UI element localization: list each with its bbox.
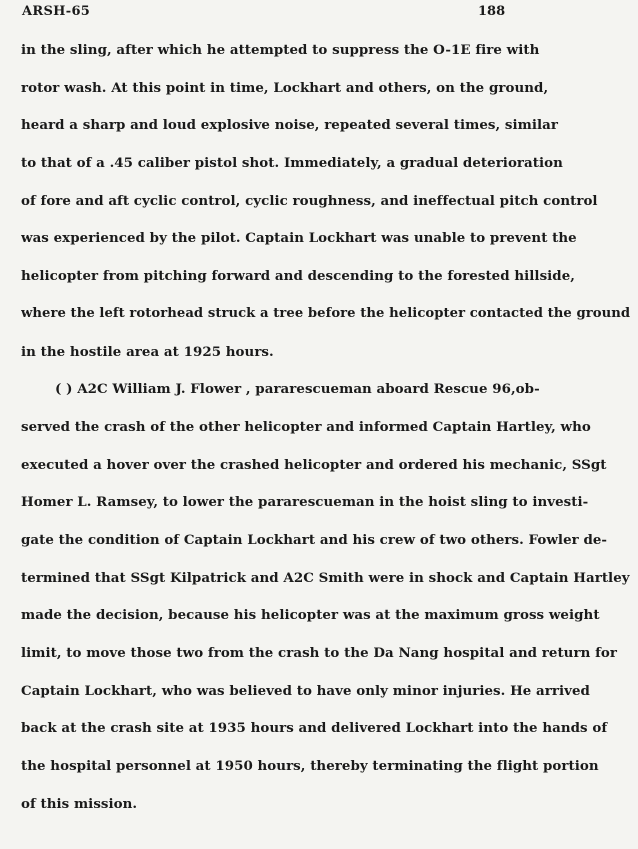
text-line: in the sling, after which he attempted to suppress the O-1E fire with [21,42,540,58]
text-line: in the hostile area at 1925 hours. [21,343,274,360]
text-line: limit, to move those two from the crash to the Da Nang hospital and return for [21,645,617,661]
text-line: Captain Lockhart, who was believed to have only minor injuries. He arrived [21,682,590,699]
text-line: heard a sharp and loud explosive noise, repeated several times, similar [21,117,558,134]
page-number: 188 [478,4,506,19]
text-line: executed a hover over the crashed helicopter and ordered his mechanic, SSgt [21,456,607,473]
text-line: ( ) A2C William J. Flower , pararescueman aboard Rescue 96,ob- [55,381,540,398]
text-line: was experienced by the pilot. Captain Lockhart was unable to prevent the [21,230,577,247]
text-line: made the decision, because his helicopter was at the maximum gross weight [21,607,600,624]
text-line: rotor wash. At this point in time, Lockhart and others, on the ground, [21,79,549,96]
text-line: to that of a .45 caliber pistol shot. Immediately, a gradual deterioration [21,155,563,172]
document-id: ARSH-65 [22,4,91,19]
text-line: where the left rotorhead struck a tree before the helicopter contacted the ground [21,305,631,321]
text-line: of this mission. [21,795,138,812]
text-line: the hospital personnel at 1950 hours, thereby terminating the flight portion [21,758,599,775]
text-line: termined that SSgt Kilpatrick and A2C Smith were in shock and Captain Hartley [21,569,630,586]
text-line: helicopter from pitching forward and descending to the forested hillside, [21,268,575,285]
text-line: gate the condition of Captain Lockhart and his crew of two others. Fowler de- [21,531,608,548]
text-line: back at the crash site at 1935 hours and delivered Lockhart into the hands of [21,720,608,737]
text-line: of fore and aft cyclic control, cyclic roughness, and ineffectual pitch control [21,192,598,209]
text-line: served the crash of the other helicopter and informed Captain Hartley, who [21,418,591,435]
body-text [21,40,631,831]
text-line: Homer L. Ramsey, to lower the pararescueman in the hoist sling to investi- [21,494,589,511]
